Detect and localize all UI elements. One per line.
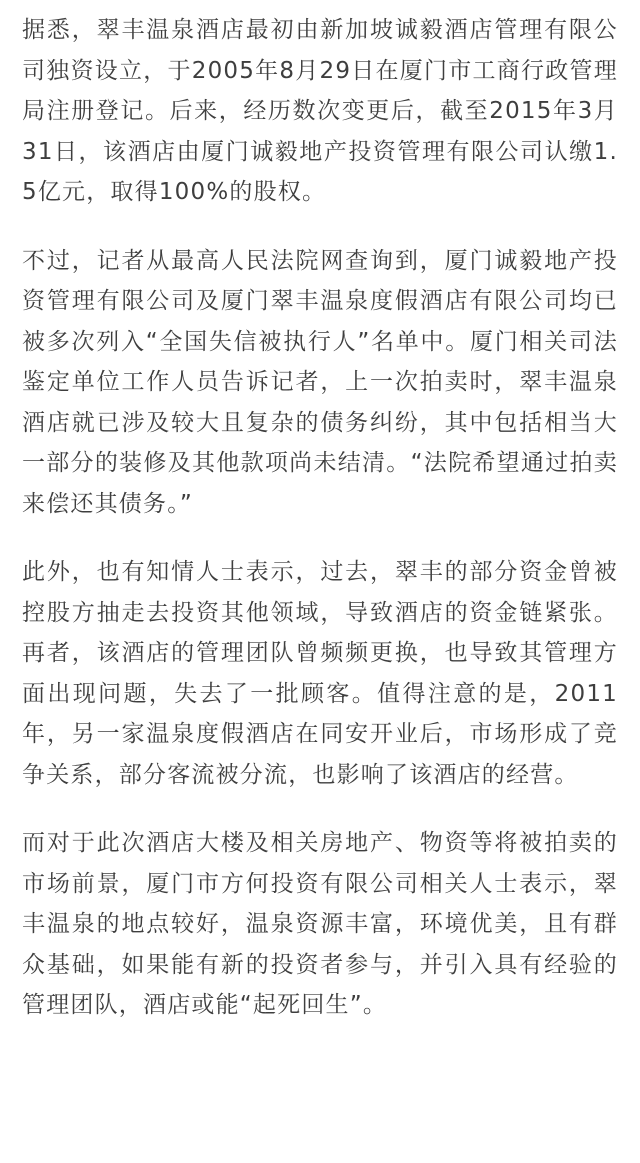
paragraph-3: 此外，也有知情人士表示，过去，翠丰的部分资金曾被控股方抽走去投资其他领域，导致酒店的资金链紧张。再者，该酒店的管理团队曾频频更换，也导致其管理方面出现问题，失去了一批顾客。值得注意的是，2011年，另一家温泉度假酒店在同安开业后，市场形成了竞争关系，部分客流被分流，也影响了该酒店的经营。 bbox=[22, 559, 618, 788]
paragraph-1: 据悉，翠丰温泉酒店最初由新加坡诚毅酒店管理有限公司独资设立，于2005年8月29日在厦门市工商行政管理局注册登记。后来，经历数次变更后，截至2015年3月31日，该酒店由厦门诚毅地产投资管理有限公司认缴1.5亿元，取得100%的股权。 bbox=[22, 17, 618, 205]
paragraph-2: 不过，记者从最高人民法院网查询到，厦门诚毅地产投资管理有限公司及厦门翠丰温泉度假酒店有限公司均已被多次列入“全国失信被执行人”名单中。厦门相关司法鉴定单位工作人员告诉记者，上一次拍卖时，翠丰温泉酒店就已涉及较大且复杂的债务纠纷，其中包括相当大一部分的装修及其他款项尚未结清。“法院希望通过拍卖来偿还其债务。” bbox=[22, 247, 618, 517]
paragraph-4: 而对于此次酒店大楼及相关房地产、物资等将被拍卖的市场前景，厦门市方何投资有限公司相关人士表示，翠丰温泉的地点较好，温泉资源丰富，环境优美，且有群众基础，如果能有新的投资者参与，并引入具有经验的管理团队，酒店或能“起死回生”。 bbox=[22, 830, 618, 1018]
